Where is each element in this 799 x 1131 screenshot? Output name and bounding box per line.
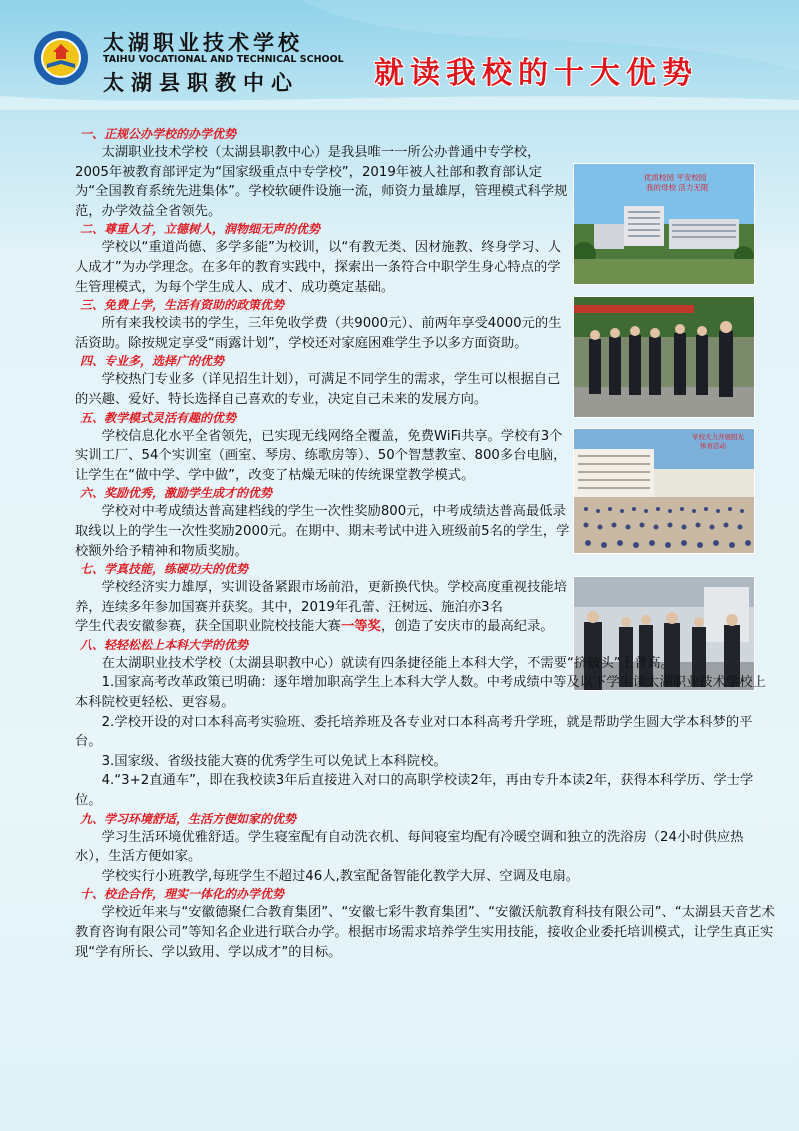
section-paragraph: 学校对中考成绩达普高建档线的学生一次性奖励800元，中考成绩达普高最低录取线以上的学生一次性奖励2000元。在期中、期末考试中进入班级前5名的学生，学校额外给予精神和物质奖励。: [75, 504, 570, 559]
sports-caption-1: 学校大力开展阳光: [692, 433, 744, 441]
section-6: [75, 485, 775, 561]
section-2: [75, 221, 775, 297]
section-title: 二、尊重人才，立德树人，润物细无声的优势: [80, 222, 321, 237]
section-paragraph: 学校热门专业多（详见招生计划），可满足不同学生的需求，学生可以根据自己的兴趣、爱好、特长选择自己喜欢的专业，决定自己未来的发展方向。: [75, 372, 561, 407]
section-3: [75, 297, 775, 353]
section-paragraph: 学校经济实力雄厚，实训设备紧跟市场前沿，更新换代快。学校高度重视技能培养，连续多年参加国赛并获奖。其中，2019年孔蕾、汪树远、施泊亦3名: [75, 580, 567, 615]
award-text-before: 学生代表安徽参赛，获全国职业院校技能大赛: [75, 619, 341, 635]
section-paragraph: 所有来我校读书的学生，三年免收学费（共9000元）、前两年享受4000元的生活资助。除按规定享受“雨露计划”，学校还对家庭困难学生予以多方面资助。: [75, 316, 562, 351]
school-name-chinese: 太湖职业技术学校: [103, 31, 303, 55]
section-4: [75, 353, 775, 409]
school-name-english: TAIHU VOCATIONAL AND TECHNICAL SCHOOL: [103, 54, 344, 65]
section-title: 十、校企合作，理实一体化的办学优势: [80, 887, 285, 902]
campus-caption-1: 优质校园 平安校园: [644, 173, 707, 182]
section-paragraph: 1.国家高考改革政策已明确：逐年增加职高学生上本科大学人数。中考成绩中等及以下学生读太湖职业技术学校上本科院校更轻松、更容易。: [75, 675, 766, 711]
section-paragraph: 2.学校开设的对口本科高考实验班、委托培养班及各专业对口本科高考升学班，就是帮助学生圆大学本科梦的平台。: [75, 714, 753, 750]
section-title: 六、奖励优秀，激励学生成才的优势: [80, 486, 273, 501]
award-text-after: ，创造了安庆市的最高纪录。: [380, 619, 554, 635]
section-paragraph: 4.“3+2直通车”，即在我校读3年后直接进入对口的高职学校读2年，再由专升本读2年，获得本科学历、学士学位。: [75, 773, 754, 809]
section-title: 一、正规公办学校的办学优势: [80, 127, 237, 141]
section-paragraph: 学习生活环境优雅舒适。学生寝室配有自动洗衣机、每间寝室均配有冷暖空调和独立的洗浴房（24小时供应热水），生活方便如家。: [75, 829, 744, 865]
section-8: [75, 637, 775, 811]
section-title: 八、轻轻松松上本科大学的优势: [80, 637, 249, 652]
section-1: [75, 126, 775, 221]
school-logo: [33, 30, 89, 86]
section-title: 九、学习环境舒适，生活方便如家的优势: [80, 811, 297, 826]
section-title: 四、专业多，选择广的优势: [80, 354, 225, 369]
section-paragraph: 3.国家级、省级技能大赛的优秀学生可以免试上本科院校。: [101, 753, 447, 769]
section-paragraph: 学校实行小班教学,每班学生不超过46人,教室配备智能化教学大屏、空调及电扇。: [101, 868, 580, 884]
campus-caption-2: 我的母校 活力无限: [646, 183, 709, 192]
page-headline: 就读我校的十大优势: [374, 56, 698, 91]
section-title: 三、免费上学，生活有资助的政策优势: [80, 298, 285, 313]
section-9: [75, 811, 775, 887]
section-paragraph-award: [75, 617, 775, 637]
section-7: [75, 561, 775, 637]
award-highlight: 一等奖: [340, 619, 381, 635]
section-title: 五、教学模式灵活有趣的优势: [80, 410, 237, 425]
section-10: [75, 886, 775, 962]
sports-caption-2: 体育活动: [700, 442, 726, 450]
section-title: 七、学真技能，练硬功夫的优势: [80, 562, 249, 577]
section-paragraph: 在太湖职业技术学校（太湖县职教中心）就读有四条捷径能上本科大学，不需要“挤破头”上普高。: [101, 655, 674, 671]
section-5: [75, 410, 775, 486]
main-content: [75, 126, 775, 962]
header: [0, 0, 799, 100]
section-paragraph: 太湖职业技术学校（太湖县职教中心）是我县唯一一所公办普通中专学校，2005年被教育部评定为“国家级重点中专学校”，2019年被人社部和教育部认定为“全国教育系统先进集体”。学校软硬件设施一流，师资力量雄厚，管理模式科学规范，办学效益全省领先。: [75, 145, 568, 219]
section-paragraph: 学校近年来与“安徽德聚仁合教育集团”、“安徽七彩牛教育集团”、“安徽沃航教育科技有限公司”、“太湖县天音艺术教育咨询有限公司”等知名企业进行联合办学。根据市场需求培养学生实用技能，接收企业委托培训模式，让学生真正实现“学有所长、学以致用、学以成才”的目标。: [75, 905, 775, 960]
center-name: 太湖县职教中心: [103, 71, 299, 95]
section-paragraph: 学校信息化水平全省领先，已实现无线网络全覆盖，免费WiFi共享。学校有3个实训工厂、54个实训室（画室、琴房、练歌房等）、50个智慧教室、800多台电脑，让学生在“做中学、学中做”，改变了枯燥无味的传统课堂教学模式。: [75, 428, 567, 483]
section-paragraph: 学校以“重道尚德、多学多能”为校训，以“有教无类、因材施教、终身学习、人人成才”为办学理念。在多年的教育实践中，探索出一条符合中职学生身心特点的学生管理模式，为每个学生成人、成才、成功奠定基础。: [75, 240, 562, 295]
